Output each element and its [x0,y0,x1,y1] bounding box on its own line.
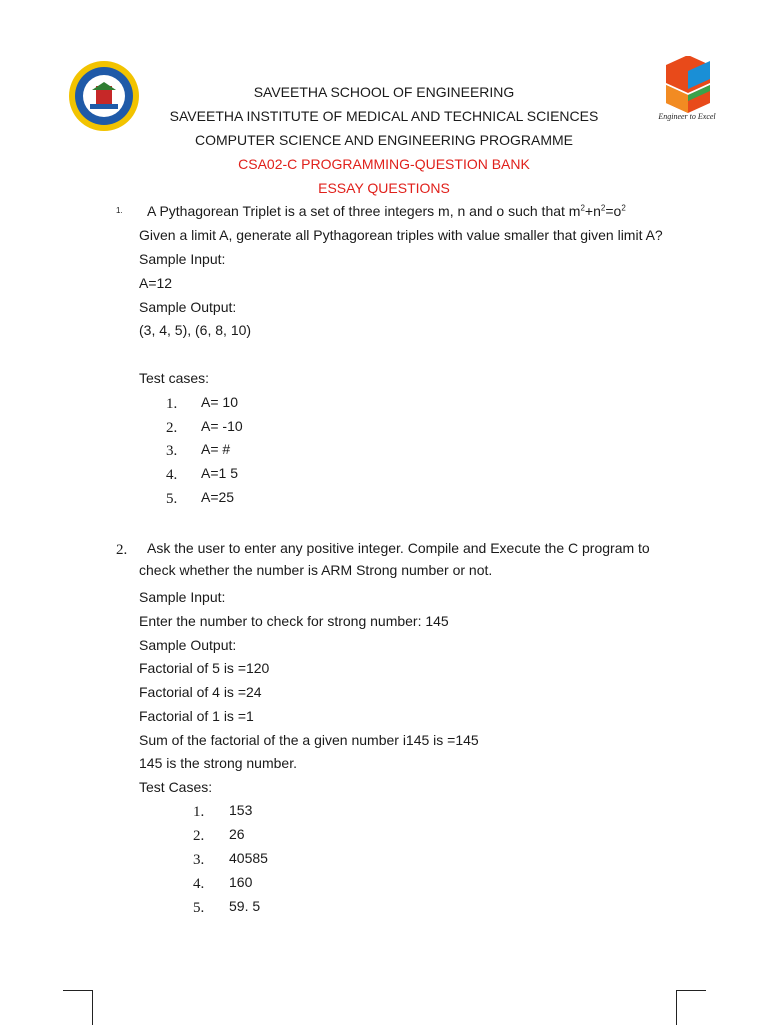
list-item-value: A= -10 [201,418,243,434]
programme-name: COMPUTER SCIENCE AND ENGINEERING PROGRAMME [194,132,574,148]
output-line: Sum of the factorial of the a given number i145 is =145 [139,732,479,748]
q2-number: 2. [116,542,128,558]
section-title: ESSAY QUESTIONS [318,180,450,196]
list-item-value: 40585 [229,850,268,866]
list-item-number: 2. [166,420,178,436]
q2-sample-output-label: Sample Output: [139,637,237,653]
output-line: Factorial of 1 is =1 [139,708,254,724]
q1-sample-output: (3, 4, 5), (6, 8, 10) [139,322,252,338]
list-item-number: 3. [166,443,178,459]
q1-sample-input: A=12 [139,275,173,291]
q1-intro: A Pythagorean Triplet is a set of three integers m, n and o such that $m^2+n^2=o^2$ [147,203,626,219]
list-item-value: 26 [229,826,245,842]
q2-test-cases-label: Test Cases: [139,779,213,795]
list-item-value: A=1 5 [201,465,238,481]
list-item-value: A= # [201,441,231,457]
list-item-number: 3. [193,852,205,868]
q1-test-cases-label: Test cases: [139,370,210,386]
crop-mark-left [63,990,93,1025]
q2-sample-input: Enter the number to check for strong number: 145 [139,613,449,629]
q2-sample-input-label: Sample Input: [139,589,226,605]
q2-line2: check whether the number is ARM Strong number or not. [139,562,493,578]
list-item-number: 2. [193,828,205,844]
list-item-number: 4. [193,876,205,892]
output-line: 145 is the strong number. [139,755,297,771]
q1-sample-output-label: Sample Output: [139,299,237,315]
q1-sample-input-label: Sample Input: [139,251,226,267]
school-name: SAVEETHA SCHOOL OF ENGINEERING [253,84,515,100]
list-item-number: 5. [166,491,178,507]
list-item-value: A=25 [201,489,235,505]
list-item-number: 4. [166,467,178,483]
course-title: CSA02-C PROGRAMMING-QUESTION BANK [238,156,530,172]
list-item-number: 1. [166,396,178,412]
list-item-value: A= 10 [201,394,238,410]
list-item-value: 59. 5 [229,898,261,914]
crop-mark-right [676,990,706,1025]
list-item-value: 153 [229,802,253,818]
q1-line2: Given a limit A, generate all Pythagorean triples with value smaller that given limit A? [139,227,663,243]
logo-tagline: Engineer to Excel [658,112,716,121]
list-item-number: 5. [193,900,205,916]
q2-line1: Ask the user to enter any positive integer. Compile and Execute the C program to [147,540,650,556]
list-item-number: 1. [193,804,205,820]
output-line: Factorial of 4 is =24 [139,684,262,700]
output-line: Factorial of 5 is =120 [139,660,270,676]
list-item-value: 160 [229,874,253,890]
institute-name: SAVEETHA INSTITUTE OF MEDICAL AND TECHNICAL SCIENCES [169,108,599,124]
q1-number: 1. [116,206,123,215]
